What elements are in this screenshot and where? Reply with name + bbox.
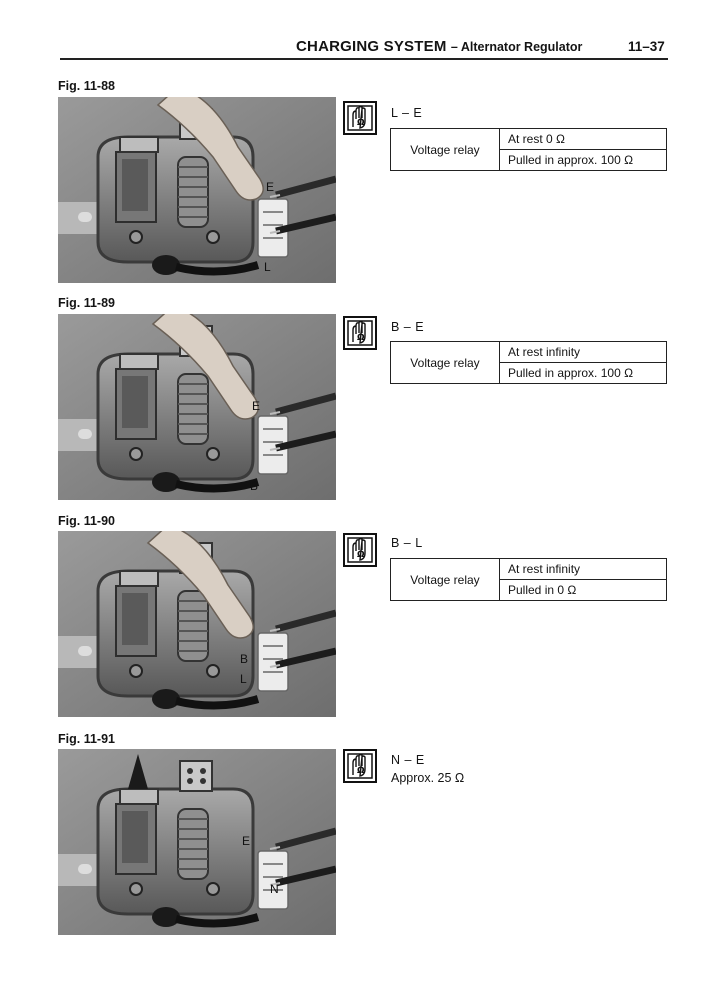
spec-value: Pulled in approx. 100 Ω bbox=[500, 150, 667, 171]
terminal-label: E bbox=[252, 399, 261, 413]
ohmmeter-hand-icon bbox=[343, 101, 377, 135]
spec-item: Voltage relay bbox=[391, 559, 500, 601]
spec-value: Pulled in 0 Ω bbox=[500, 580, 667, 601]
section-subtitle: – Alternator Regulator bbox=[450, 40, 583, 54]
spec-value: Pulled in approx. 100 Ω bbox=[500, 363, 667, 384]
spec-item: Voltage relay bbox=[391, 129, 500, 171]
spec-value: At rest infinity bbox=[500, 559, 667, 580]
regulator-photo bbox=[58, 531, 336, 717]
test-terminals: B – E bbox=[391, 320, 425, 334]
page-header bbox=[0, 0, 709, 70]
test-terminals: L – E bbox=[391, 106, 423, 120]
regulator-photo-image bbox=[58, 97, 336, 283]
test-note: Approx. 25 Ω bbox=[391, 771, 465, 785]
header-rule bbox=[60, 58, 668, 60]
figure-label: Fig. 11-89 bbox=[58, 296, 115, 310]
section-title bbox=[296, 38, 582, 55]
terminal-label: B bbox=[250, 479, 259, 493]
spec-value: At rest infinity bbox=[500, 342, 667, 363]
figure-label: Fig. 11-91 bbox=[58, 732, 115, 746]
test-terminals: N – E bbox=[391, 753, 425, 767]
section-title-main: CHARGING SYSTEM bbox=[296, 38, 447, 55]
ohmmeter-hand-icon bbox=[343, 749, 377, 783]
spec-value: At rest 0 Ω bbox=[500, 129, 667, 150]
regulator-photo-image bbox=[58, 749, 336, 935]
terminal-label: E bbox=[266, 180, 275, 194]
spec-table bbox=[390, 558, 667, 601]
page-number: 11–37 bbox=[628, 39, 665, 54]
ohmmeter-hand-icon bbox=[343, 316, 377, 350]
regulator-photo bbox=[58, 749, 336, 935]
spec-item: Voltage relay bbox=[391, 342, 500, 384]
terminal-label: L bbox=[240, 672, 247, 686]
regulator-photo-image bbox=[58, 531, 336, 717]
terminal-label: E bbox=[242, 834, 251, 848]
regulator-photo bbox=[58, 97, 336, 283]
regulator-photo bbox=[58, 314, 336, 500]
ohmmeter-hand-icon bbox=[343, 533, 377, 567]
test-terminals: B – L bbox=[391, 536, 423, 550]
terminal-label: B bbox=[240, 652, 249, 666]
terminal-label: N bbox=[270, 882, 279, 896]
figure-label: Fig. 11-90 bbox=[58, 514, 115, 528]
spec-table bbox=[390, 341, 667, 384]
spec-table bbox=[390, 128, 667, 171]
figure-label: Fig. 11-88 bbox=[58, 79, 115, 93]
terminal-label: L bbox=[264, 260, 271, 274]
regulator-photo-image bbox=[58, 314, 336, 500]
